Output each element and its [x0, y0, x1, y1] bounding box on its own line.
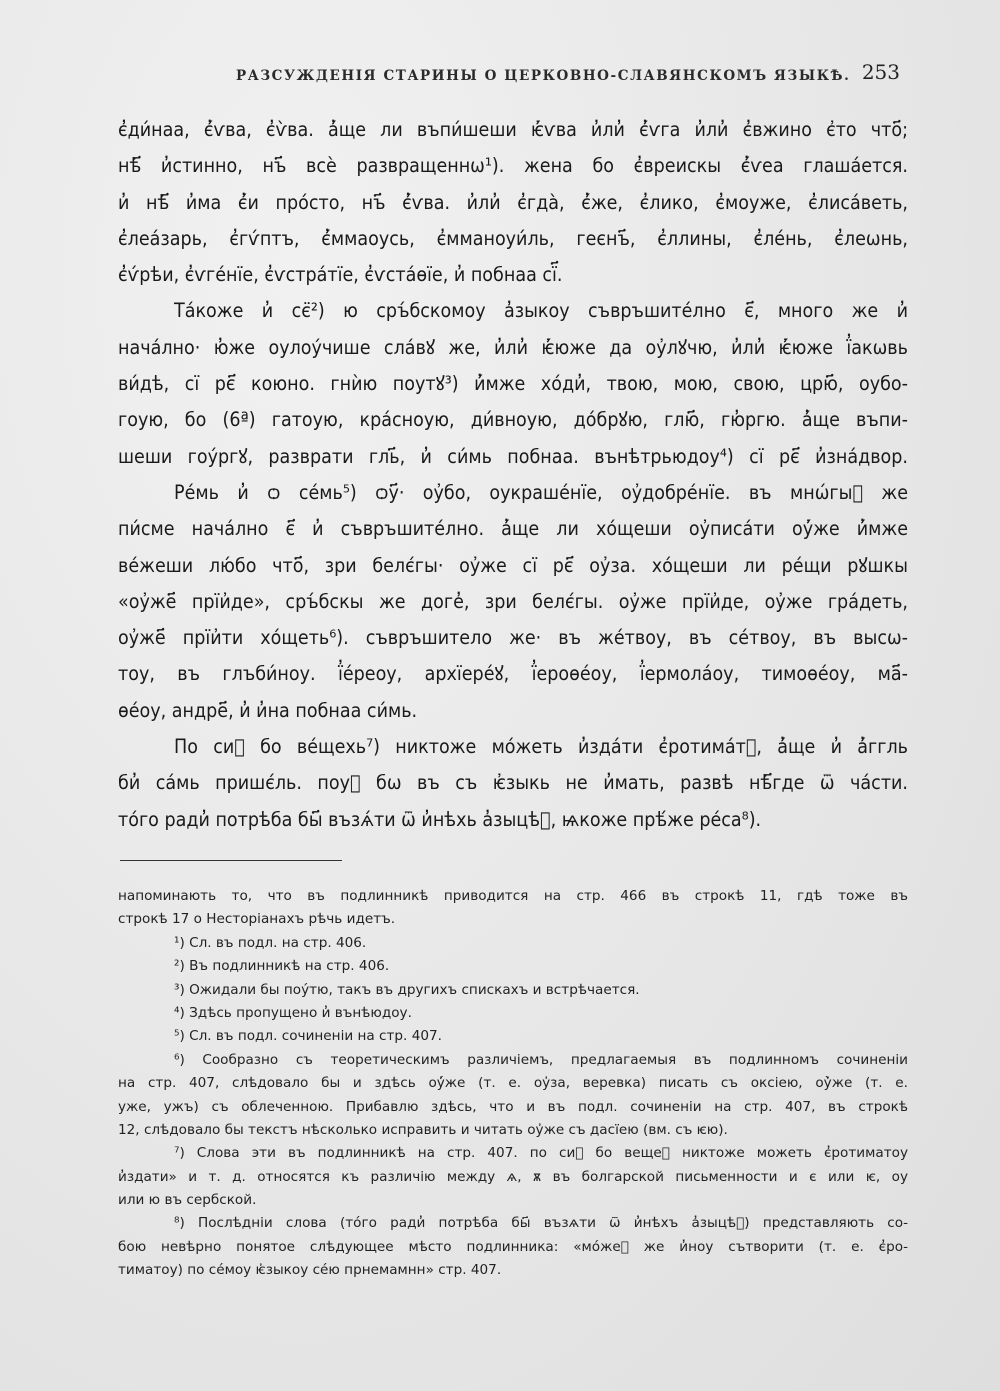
text-line: пи́сме нача́лно є҃ и̓ съвръшите́лно. а̓́ще ли хо́щеши оу҆писа́ти оу҆́же и̓́мже	[118, 517, 908, 541]
text-line: и̓ нѣ҃ и̓ма є̓́и про́сто, нъ҃ є̓́ѵва. и̓ли̓ є̓гда̀, є̓́же, є̓лико, є̓моуже, є̓лиса́веть,	[118, 190, 908, 214]
main-text	[118, 112, 908, 838]
footnote-line: тиматоу) по се́моу ѥ҆зыкоу се́ю прнемамнн» стр. 407.	[118, 1262, 502, 1279]
text-line: нѣ҃ и̓стинно, нъ҃ всѐ развращеннѡ¹). жена бо є̓вреискы є̓́ѵеа глаша́ется.	[118, 154, 908, 178]
footnote-line: ³) Ожидали бы поу́тю, такъ въ другихъ спискахъ и встрѣчается.	[174, 981, 640, 998]
footnote-line: ⁴) Здѣсь пропущено и̓ вънѣюдоу.	[174, 1004, 412, 1021]
page-number: 253	[861, 60, 900, 84]
text-line: оу҆же҃ прїи҆ти хо́щеть⁶). съвръшитело же· въ же́твоу, въ се́твоу, въ высѡ-	[118, 626, 908, 650]
footnote-line: ⁵) Сл. въ подл. сочиненіи на стр. 407.	[174, 1028, 442, 1045]
text-line: ви́дѣ, сї рє҃ коюно. гнѝю поутꙋ³) и̓́мже хо́ди̓, твою, мою, свою, црю҃, оубо-	[118, 372, 908, 396]
paragraph-2	[118, 293, 908, 474]
footnote-line: ⁸) Послѣдніи слова (то́го ради̓ потрѣба бы҃ възѧти ѿ и̓нѣхъ а̓зыцѣⷯ) представляють со-	[174, 1215, 908, 1232]
text-line: нача́лно· ю̓же оулоу́чише сла́вꙋ же, и̓ли̓ ѥ҆́юже да оу҆лꙋчю, и̓ли̓ ѥ҆́юже ї̓акѡвь	[118, 335, 908, 359]
text-line: гоую, бо (6ª) гатоую, кра́сноую, ди́вноую, до́брꙋю, глю҃, гю̓ргю. а̓́ще въпи-	[118, 408, 908, 432]
footnotes	[118, 885, 908, 1283]
paragraph-3	[118, 475, 908, 729]
footnote-line: ²) Въ подлинникѣ на стр. 406.	[174, 958, 390, 975]
text-line: Та́коже и̓ сє̈²) ю сръ́бскомоу а̓зыкоу съвръшите́лно є҃, много же и̓	[174, 299, 908, 323]
text-line: то́го ради̓ потрѣба бы҃ възѧ́ти ѿ и̓нѣхь а̓зыцѣⷯ, ѩкоже прѣ́же ре́са⁸).	[118, 807, 762, 831]
text-line: є̓ѵ́рѣи, є̓ѵге́нїе, є̓ѵстра́тїе, є̓ѵста́ѳїе, и̓ побнаа сї҃.	[118, 263, 563, 287]
text-line: По сиⷯ бо ве́щехь⁷) никтоже мо́жеть и̓зда́ти є̓ротима́тꙋ, а̓́ще и̓ а̓́ггль	[174, 735, 908, 759]
footnote-line: 12, слѣдовало бы текстъ нѣсколько исправить и читать оу҆же съ дасїею (вм. съ ѥю).	[118, 1121, 728, 1138]
footnote-line: и̓здати» и т. д. относятся къ различію между ѧ, ѫ въ болгарской письменности и є или ѥ, оу	[118, 1168, 908, 1185]
footnote-line: на стр. 407, слѣдовало бы и здѣсь оу҆́же (т. е. оу҆за, веревка) писать съ оксіею, оу҆̀же (т. е.	[118, 1075, 908, 1092]
footnote-line: или ю въ сербской.	[118, 1192, 257, 1209]
text-line: шеши гоу́ргꙋ, разврати гль҃, и̓ си́мь побнаа. вънѣтрьюдоу⁴) сї рє҃ и̓зна́двор.	[118, 444, 908, 468]
text-line: би̓ са́мь пришє́ль. поуⷮ бѡ въ съ ѥ҆зыкь не и̓мать, развѣ нѣ҃где ѿ ча́сти.	[118, 771, 908, 795]
page-header	[0, 60, 1000, 92]
text-line: ѳе́оу, андре҃, и̓ и̓на побнаа си́мь.	[118, 698, 418, 722]
text-line: «оу҆же҃ прїи҆де», сръ́бскы же доге̓, зри белє́гы. оу҆же прїи҆де, оу҆же гра́деть,	[118, 589, 908, 613]
text-line: Ре́мь и̓ ѻ се́мь⁵) ѻу҃· оу҆бо, оукраше́нїе, оу҆добре́нїе. въ мнѡ́гыⷯ же	[174, 480, 908, 504]
text-line: тоу, въ глъби́ноу. ї̓е́реоу, архїере́ꙋ, ї̓ероѳе́оу, ї̓ермола́оу, тимоѳе́оу, ма҃-	[118, 662, 908, 686]
footnote-line: ⁶) Сообразно съ теоретическимъ различіемъ, предлагаемыя въ подлинномъ сочиненіи	[174, 1051, 908, 1068]
footnote-rule	[120, 860, 342, 861]
text-line: є̓леа́зарь, є̓гѵ́птъ, є̓́ммаоусь, є̓мманоуи́ль, геєнъ҃, є̓ллины, є̓ле́нь, є̓леѡнь,	[118, 226, 908, 250]
paragraph-4	[118, 729, 908, 838]
running-title: РАЗСУЖДЕНІЯ СТАРИНЫ О ЦЕРКОВНО-СЛАВЯНСКОМЪ ЯЗЫКѢ.	[236, 68, 851, 84]
text-line: ве́жеши лю́бо что҃, зри белє́гы· оу҆же сї рє҃ оу҆за. хо́щеши ли ре́щи рꙋшкы	[118, 553, 908, 577]
footnote-line: уже, ужъ) съ облеченною. Прибавлю здѣсь, что и въ подл. сочиненіи на стр. 407, въ строкѣ	[118, 1098, 908, 1115]
footnote-line: ¹) Сл. въ подл. на стр. 406.	[174, 934, 367, 951]
text-line: є̓ди́наа, є̓́ѵва, є̓ѵ̀ва. а̓́ще ли въпи́шеши ѥ҆́ѵва и̓ли̓ є̓́ѵга и̓ли̓ є̓вжино є҆то что҃;	[118, 118, 908, 141]
paragraph-1	[118, 112, 908, 293]
footnote-line: напоминають то, что въ подлинникѣ приводится на стр. 466 въ строкѣ 11, гдѣ тоже въ	[118, 888, 908, 904]
footnote-line: бою невѣрно понятое слѣдующее мѣсто подлинника: «мо́жеⷮ же и̓ноу сътворити (т. е. є̓ро-	[118, 1238, 908, 1255]
footnote-line: ⁷) Слова эти въ подлинникѣ на стр. 407. по сиⷯ бо вещеⷯ никтоже можеть є̓ротиматоу	[174, 1145, 908, 1162]
footnote-line: строкѣ 17 о Несторіанахъ рѣчь идетъ.	[118, 911, 396, 928]
